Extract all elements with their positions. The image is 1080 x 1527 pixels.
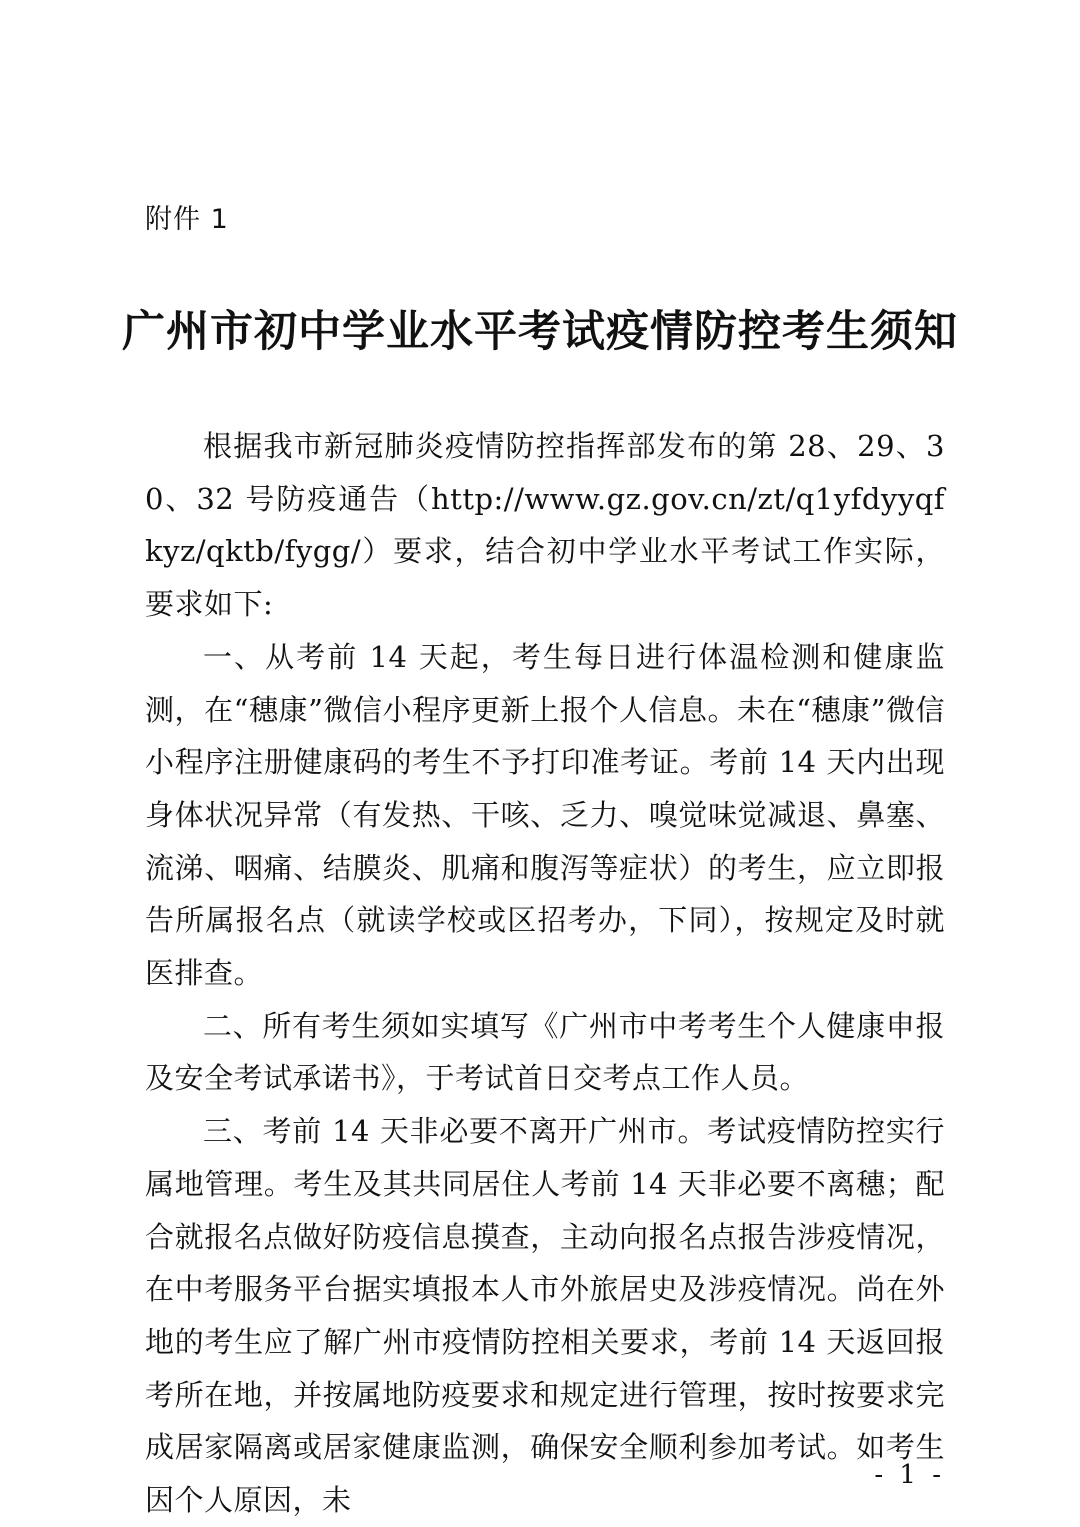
paragraph-item-3: 三、考前 14 天非必要不离开广州市。考试疫情防控实行属地管理。考生及其共同居住人考前 14 天非必要不离穗；配合就报名点做好防疫信息摸查，主动向报名点报告涉疫情况，在中考服务平台据实填报本人市外旅居史及涉疫情况。尚在外地的考生应了解广州市疫情防控相关要求，考前 14 天返回报考所在地，并按属地防疫要求和规定进行管理，按时按要求完成居家隔离或居家健康监测，确保安全顺利参加考试。如考生因个人原因，未 [145, 1114, 945, 1518]
document-body [145, 420, 945, 1527]
attachment-label: 附件 1 [145, 204, 229, 235]
paragraph-item-2: 二、所有考生须如实填写《广州市中考考生个人健康申报及安全考试承诺书》，于考试首日交考点工作人员。 [145, 1008, 945, 1096]
page-title: 广州市初中学业水平考试疫情防控考生须知 [122, 307, 958, 357]
page-number: - 1 - [874, 1460, 945, 1490]
paragraph-item-1: 一、从考前 14 天起，考生每日进行体温检测和健康监测，在“穗康”微信小程序更新上报个人信息。未在“穗康”微信小程序注册健康码的考生不予打印准考证。考前 14 天内出现身体状况异常（有发热、干咳、乏力、嗅觉味觉减退、鼻塞、流涕、咽痛、结膜炎、肌痛和腹泻等症状）的考生，应立即报告所属报名点（就读学校或区招考办，下同），按规定及时就医排查。 [145, 639, 945, 991]
paragraph-intro: 根据我市新冠肺炎疫情防控指挥部发布的第 28、29、30、32 号防疫通告（http://www.gz.gov.cn/zt/q1yfdyyqfkyz/qktb/fygg/）要求，结合初中学业水平考试工作实际，要求如下: [145, 429, 945, 622]
